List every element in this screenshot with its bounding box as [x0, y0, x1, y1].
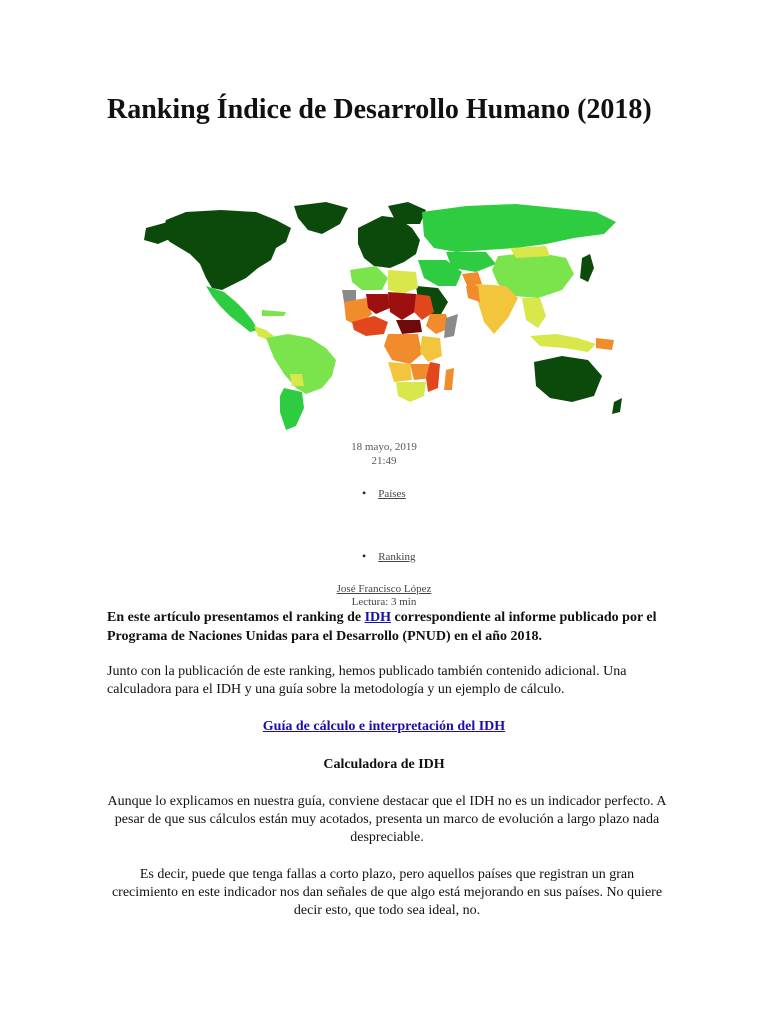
map-japan: [580, 254, 594, 282]
bullet-icon: •: [362, 549, 367, 563]
map-angola: [388, 362, 412, 382]
map-greenland: [294, 202, 348, 234]
lead-text-after: correspondiente al informe publicado por el Programa de Naciones Unidas para el Desarrollo (PNUD) en el año 2018.: [107, 610, 657, 644]
post-date: 18 mayo, 2019: [351, 441, 417, 453]
world-map-image: [126, 198, 656, 434]
map-pakistan: [466, 286, 480, 302]
category-item-ranking: [362, 549, 415, 564]
author-line: [0, 582, 768, 596]
map-se-asia: [522, 298, 546, 328]
category-item-paises: [362, 486, 406, 501]
map-indonesia: [530, 334, 596, 352]
map-north-africa-west: [350, 266, 388, 290]
idh-link[interactable]: IDH: [364, 610, 392, 625]
calculator-heading: Calculadora de IDH: [323, 757, 445, 772]
reading-time: Lectura: 3 min: [351, 596, 417, 608]
map-new-zealand: [612, 398, 622, 414]
map-east-africa: [420, 336, 442, 362]
map-southern-cone: [280, 388, 304, 430]
map-mexico: [206, 286, 258, 332]
hdi-world-map: [126, 198, 656, 434]
explanation-paragraph: Es decir, puede que tenga fallas a corto plazo, pero aquellos países que registran un gran crecimiento en este indicador nos dan señales de que algo está mejorando en sus países. No quiere decir esto, que todo sea ideal, no.: [111, 867, 663, 918]
category-link-paises[interactable]: Países: [378, 488, 406, 500]
page-title: Ranking Índice de Desarrollo Humano (2018): [107, 94, 652, 125]
map-congo: [384, 334, 422, 364]
map-australia: [534, 356, 602, 402]
author-link[interactable]: José Francisco López: [336, 583, 432, 595]
map-libya-egypt: [388, 270, 418, 294]
map-madagascar: [444, 368, 454, 390]
category-link-ranking[interactable]: Ranking: [378, 551, 416, 563]
map-niger-chad: [388, 292, 418, 320]
map-russia: [422, 204, 616, 252]
map-papua: [596, 338, 614, 350]
intro-paragraph: Junto con la publicación de este ranking, hemos publicado también contenido adicional. Una calculadora para el IDH y una guía sobre la metodología y un ejemplo de cálculo.: [107, 664, 627, 697]
guide-paragraph: Aunque lo explicamos en nuestra guía, conviene destacar que el IDH no es un indicador perfecto. A pesar de que sus cálculos están muy acotados, presenta un marco de evolución a largo plazo nada despreciable.: [107, 794, 667, 845]
guide-link-container: [0, 719, 768, 735]
bullet-icon: •: [362, 486, 367, 500]
map-alaska: [144, 222, 172, 244]
lead-text-before: En este artículo presentamos el ranking de: [107, 610, 365, 625]
map-north-america: [162, 210, 291, 290]
map-mongolia: [510, 246, 550, 258]
map-central-african-rep: [396, 320, 422, 334]
lead-paragraph: [107, 608, 667, 646]
post-time: 21:49: [371, 455, 397, 467]
map-bolivia: [290, 374, 304, 386]
map-caribbean: [262, 310, 286, 316]
guide-link[interactable]: Guía de cálculo e interpretación del IDH: [262, 719, 506, 734]
map-south-africa: [396, 382, 426, 402]
